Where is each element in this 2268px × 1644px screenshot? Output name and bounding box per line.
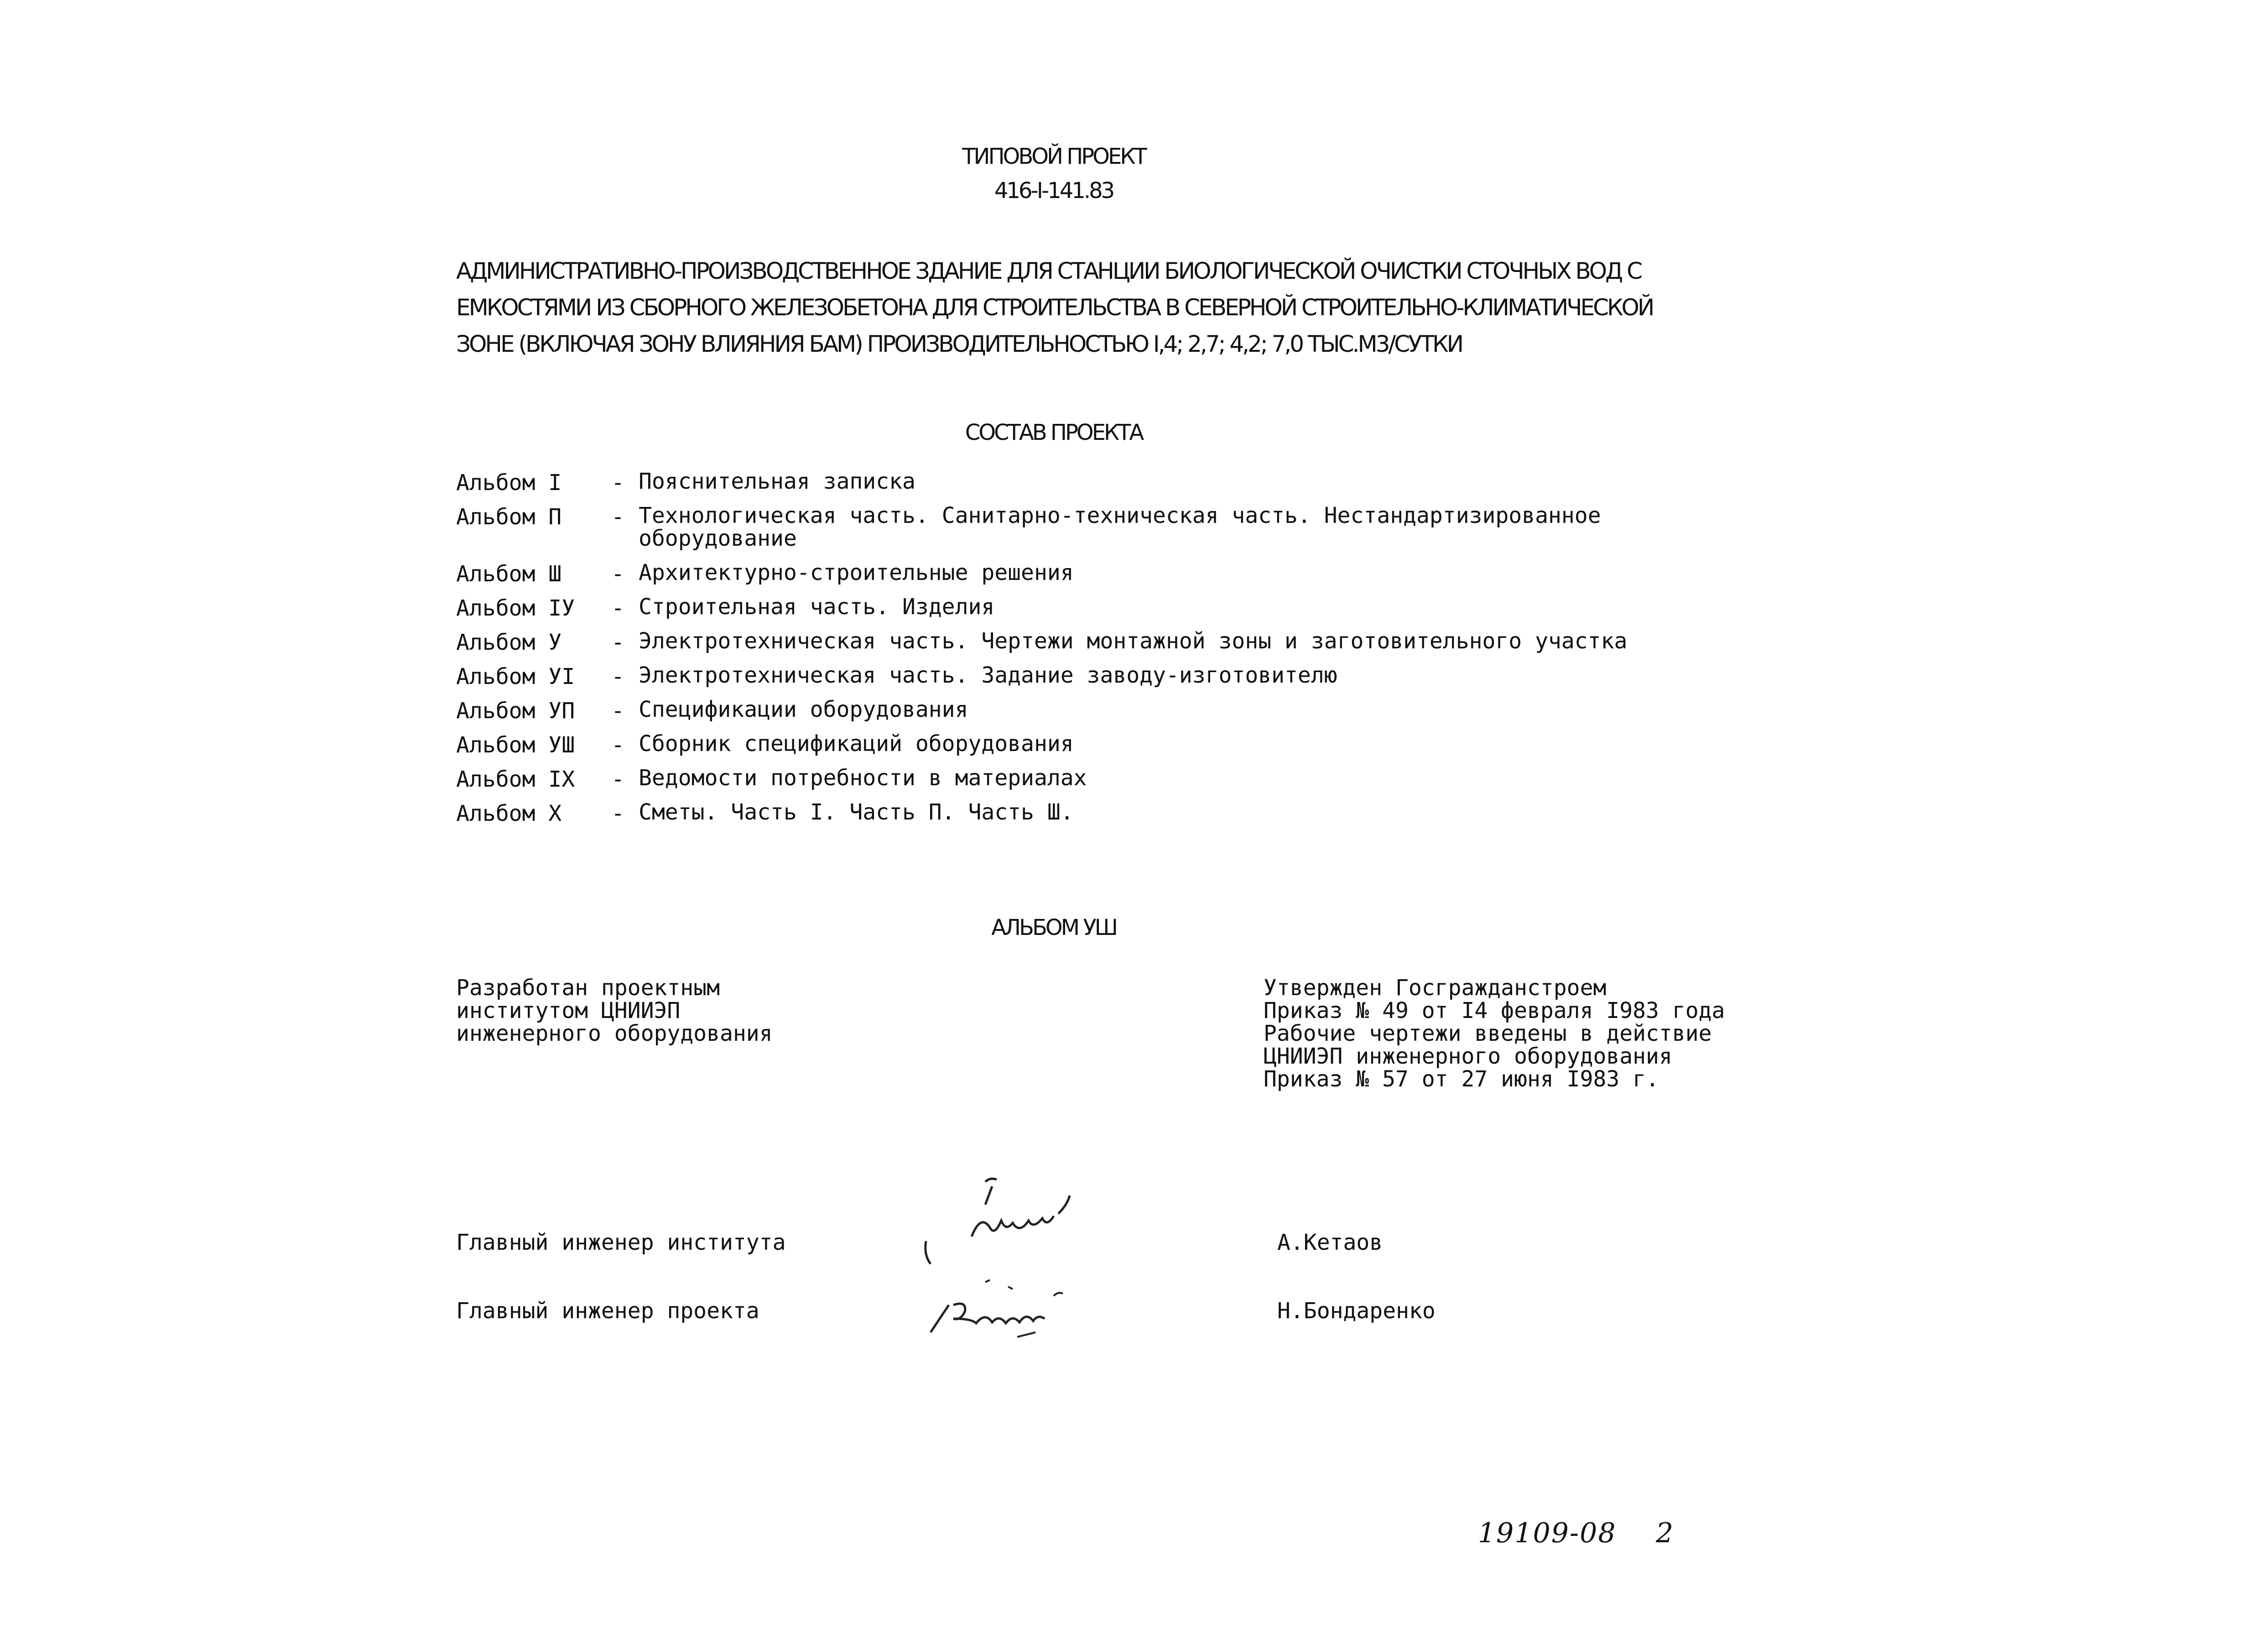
- album-label: Альбом X: [456, 801, 562, 826]
- album-label: Альбом IУ: [456, 595, 575, 621]
- signature-role-institute: Главный инженер института: [456, 1230, 786, 1255]
- developed-by-line: Разработан проектным: [456, 975, 720, 1001]
- album-desc: Электротехническая часть. Чертежи монтажной зоны и заготовительного участка: [639, 628, 1628, 654]
- album-dash: -: [611, 630, 624, 655]
- album-desc: Спецификации оборудования: [639, 697, 968, 722]
- album-dash: -: [611, 561, 624, 587]
- album-desc: Сборник спецификаций оборудования: [639, 731, 1074, 757]
- album-label: Альбом УI: [456, 664, 575, 689]
- album-dash: -: [611, 595, 624, 621]
- album-desc: Пояснительная записка: [639, 469, 916, 494]
- title-line-1: АДМИНИСТРАТИВНО-ПРОИЗВОДСТВЕННОЕ ЗДАНИЕ ДЛЯ СТАНЦИИ БИОЛОГИЧЕСКОЙ ОЧИСТКИ СТОЧНЫХ ВОД С: [456, 258, 1641, 284]
- approved-by-block: [1264, 976, 1725, 1091]
- signature-name-project: Н.Бондаренко: [1277, 1298, 1436, 1324]
- album-label: Альбом П: [456, 504, 562, 530]
- handwritten-signature-1: [917, 1173, 1108, 1282]
- album-desc-continued: оборудование: [639, 526, 797, 551]
- album-dash: -: [611, 767, 624, 792]
- signature-role-project: Главный инженер проекта: [456, 1298, 759, 1324]
- contents-heading: СОСТАВ ПРОЕКТА: [965, 420, 1143, 445]
- album-desc: Архитектурно-строительные решения: [639, 560, 1074, 585]
- album-desc: Строительная часть. Изделия: [639, 594, 995, 620]
- signature-name-institute: А.Кетаов: [1277, 1230, 1383, 1255]
- album-label: Альбом У: [456, 630, 562, 655]
- developed-by-line: институтом ЦНИИЭП: [456, 998, 681, 1023]
- project-type-heading: ТИПОВОЙ ПРОЕКТ: [962, 144, 1145, 169]
- approved-by-line: Приказ № 49 от I4 февраля I983 года: [1264, 998, 1725, 1023]
- approved-by-line: ЦНИИЭП инженерного оборудования: [1264, 1044, 1672, 1069]
- album-desc: Сметы. Часть I. Часть П. Часть Ш.: [639, 799, 1074, 825]
- album-dash: -: [611, 698, 624, 724]
- album-dash: -: [611, 504, 624, 530]
- album-dash: -: [611, 801, 624, 826]
- handwritten-page-number: 2: [1656, 1517, 1675, 1549]
- approved-by-line: Рабочие чертежи введены в действие: [1264, 1021, 1712, 1046]
- album-label: Альбом Ш: [456, 561, 562, 587]
- album-desc: Ведомости потребности в материалах: [639, 765, 1087, 791]
- album-dash: -: [611, 732, 624, 758]
- title-line-3: ЗОНЕ (ВКЛЮЧАЯ ЗОНУ ВЛИЯНИЯ БАМ) ПРОИЗВОДИТЕЛЬНОСТЬЮ I,4; 2,7; 4,2; 7,0 ТЫС.М3/СУТКИ: [456, 331, 1462, 357]
- handwritten-signature-2: [917, 1268, 1108, 1360]
- developed-by-line: инженерного оборудования: [456, 1021, 773, 1046]
- project-number: 416-I-141.83: [994, 178, 1113, 204]
- handwritten-archive-code: 19109-08: [1478, 1517, 1617, 1549]
- album-desc: Электротехническая часть. Задание заводу-изготовителю: [639, 663, 1337, 688]
- album-label: Альбом УП: [456, 698, 575, 724]
- album-label: Альбом I: [456, 470, 562, 496]
- current-album-heading: АЛЬБОМ УШ: [991, 915, 1116, 940]
- album-dash: -: [611, 664, 624, 689]
- title-line-2: ЕМКОСТЯМИ ИЗ СБОРНОГО ЖЕЛЕЗОБЕТОНА ДЛЯ СТРОИТЕЛЬСТВА В СЕВЕРНОЙ СТРОИТЕЛЬНО-КЛИМАТИЧЕСКОЙ: [456, 294, 1653, 321]
- album-label: Альбом УШ: [456, 732, 575, 758]
- approved-by-line: Утвержден Госгражданстроем: [1264, 975, 1607, 1001]
- album-label: Альбом IX: [456, 767, 575, 792]
- album-dash: -: [611, 470, 624, 496]
- developed-by-block: [456, 976, 773, 1045]
- album-desc: Технологическая часть. Санитарно-техническая часть. Нестандартизированное: [639, 503, 1601, 528]
- approved-by-line: Приказ № 57 от 27 июня I983 г.: [1264, 1066, 1659, 1092]
